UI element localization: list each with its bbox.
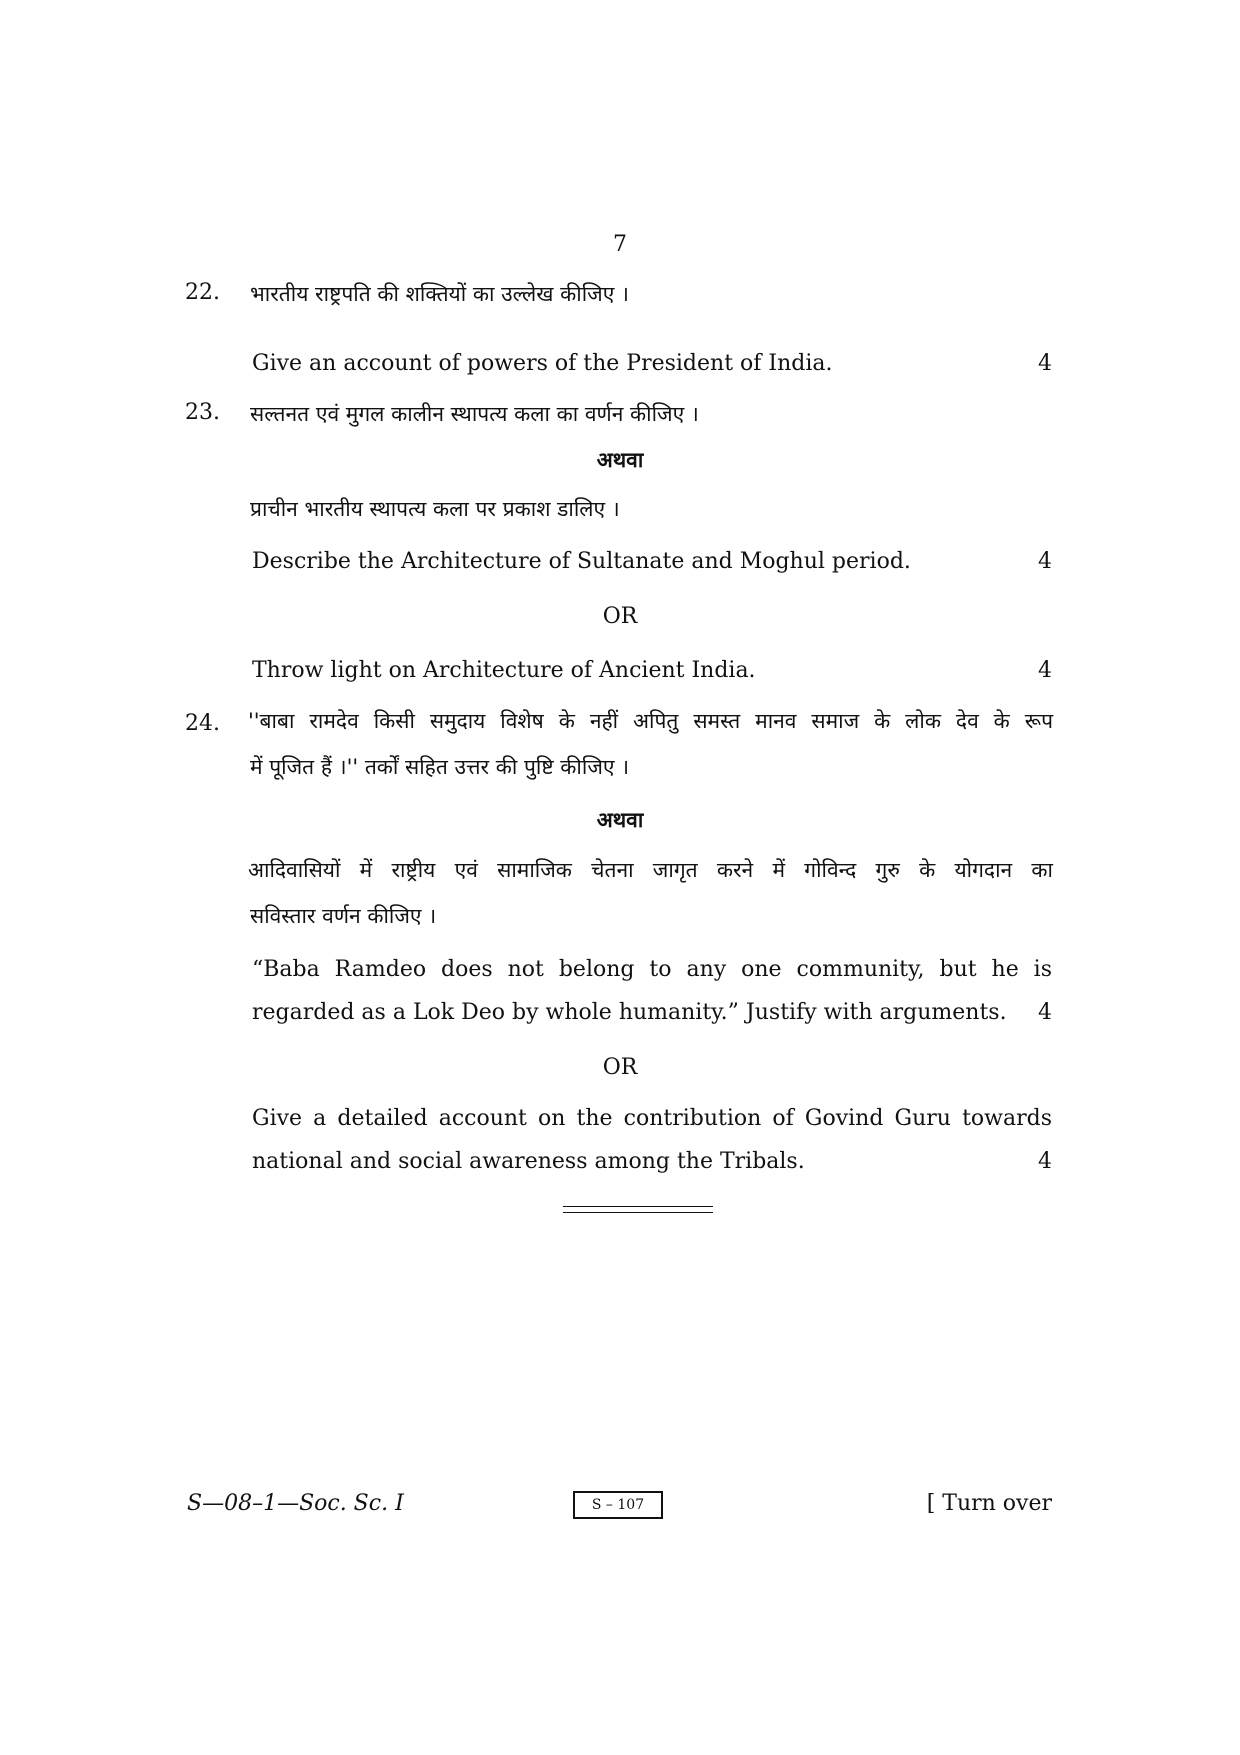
- question-24-hindi-alt-line-1: आदिवासियों में राष्ट्रीय एवं सामाजिक चेतना जागृत करने में गोविन्द गुरु के योगदान का: [248, 858, 1053, 882]
- question-23-number: 23.: [185, 400, 220, 425]
- question-24-english-line-2: regarded as a Lok Deo by whole humanity.” Justify with arguments.: [252, 1000, 1007, 1025]
- series-code-box: S – 107: [573, 1491, 663, 1519]
- question-22-hindi: भारतीय राष्ट्रपति की शक्तियों का उल्लेख कीजिए ।: [250, 282, 629, 306]
- question-22-marks: 4: [1038, 351, 1052, 376]
- question-24-or-hindi: अथवा: [596, 808, 644, 832]
- question-23-hindi-alt: प्राचीन भारतीय स्थापत्य कला पर प्रकाश डालिए ।: [250, 497, 620, 521]
- question-23-marks: 4: [1038, 549, 1052, 574]
- question-23-or-hindi: अथवा: [596, 448, 644, 472]
- question-24-hindi-line-1: ''बाबा रामदेव किसी समुदाय विशेष के नहीं अपितु समस्त मानव समाज के लोक देव के रूप: [248, 709, 1053, 733]
- question-23-hindi: सल्तनत एवं मुगल कालीन स्थापत्य कला का वर्णन कीजिए ।: [250, 402, 699, 426]
- end-rule-bottom: [563, 1212, 713, 1213]
- question-23-marks-alt: 4: [1038, 658, 1052, 683]
- turn-over-label: [ Turn over: [926, 1491, 1052, 1516]
- question-24-english-alt-line-1: Give a detailed account on the contribution of Govind Guru towards: [252, 1106, 1052, 1131]
- question-24-marks: 4: [1038, 1000, 1052, 1025]
- paper-code: S—08–1—Soc. Sc. I: [187, 1491, 404, 1516]
- question-24-english-alt-line-2: national and social awareness among the Tribals.: [252, 1149, 805, 1174]
- question-23-english: Describe the Architecture of Sultanate and Moghul period.: [252, 549, 911, 574]
- question-22-number: 22.: [185, 280, 220, 305]
- question-24-english-line-1: “Baba Ramdeo does not belong to any one community, but he is: [252, 957, 1052, 982]
- question-23-english-alt: Throw light on Architecture of Ancient India.: [252, 658, 756, 683]
- question-23-or-english: OR: [602, 604, 638, 629]
- question-24-hindi-alt-line-2: सविस्तार वर्णन कीजिए ।: [250, 904, 437, 928]
- end-rule-top: [563, 1206, 713, 1207]
- question-24-number: 24.: [185, 711, 220, 736]
- question-24-hindi-line-2: में पूजित हैं ।'' तर्कों सहित उत्तर की पुष्टि कीजिए ।: [250, 755, 630, 779]
- question-24-marks-alt: 4: [1038, 1149, 1052, 1174]
- question-22-english: Give an account of powers of the President of India.: [252, 351, 833, 376]
- page-number: 7: [613, 232, 627, 257]
- question-24-or-english: OR: [602, 1055, 638, 1080]
